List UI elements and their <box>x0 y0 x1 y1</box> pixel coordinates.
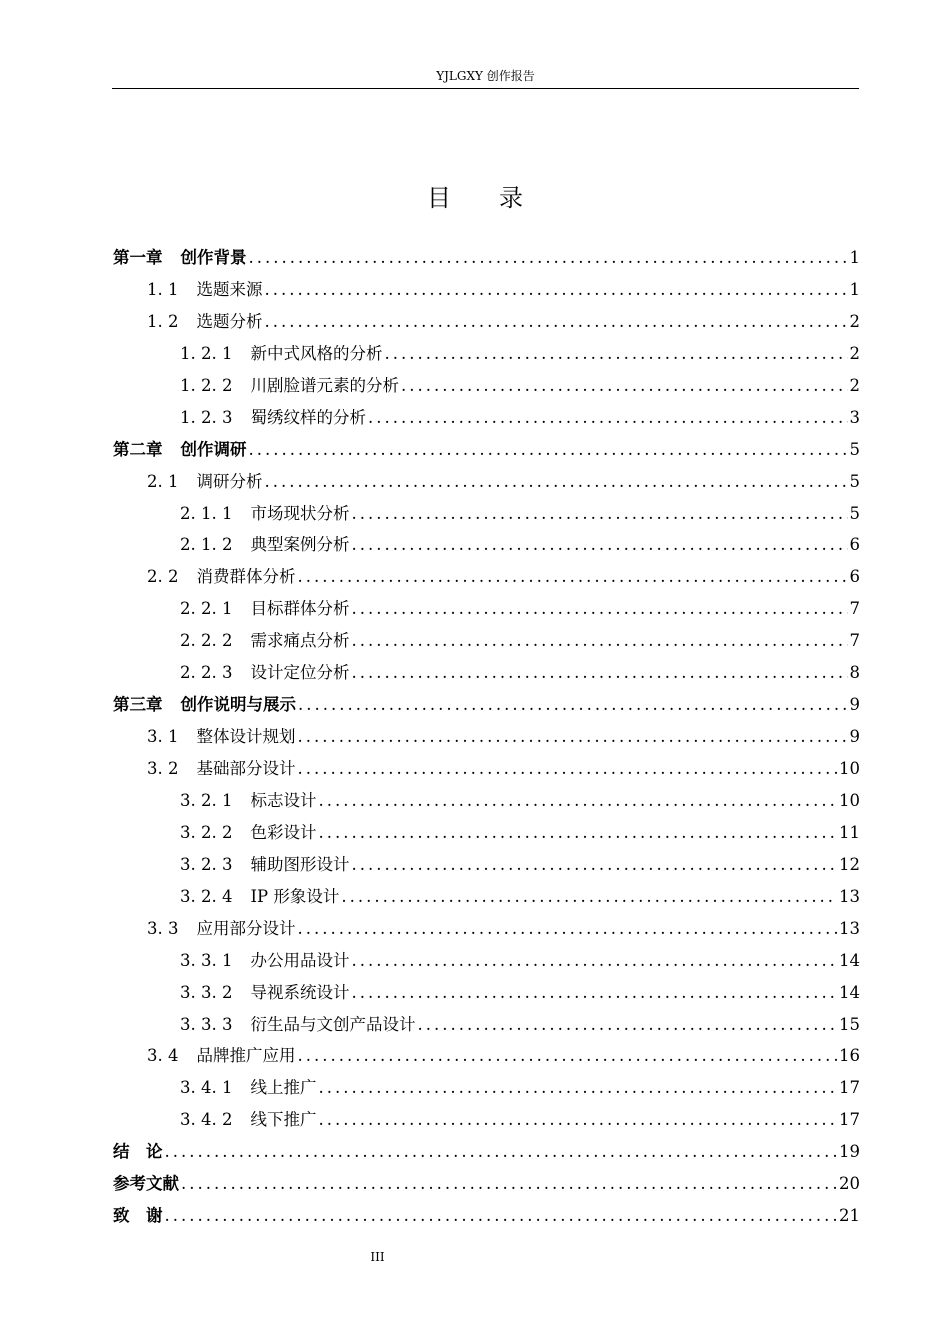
toc-entry-page: 9 <box>849 727 860 747</box>
toc-entry[interactable] <box>113 659 860 691</box>
toc-entry-text: 需求痛点分析 <box>250 631 350 651</box>
toc-entry[interactable] <box>113 819 860 851</box>
toc-entry-text: 消费群体分析 <box>196 567 296 587</box>
toc-entry-label <box>180 947 349 971</box>
toc-entry-page: 15 <box>839 1014 860 1034</box>
toc-entry-text: 选题分析 <box>196 311 263 331</box>
toc-entry[interactable] <box>113 1106 860 1138</box>
toc-entry-text: 品牌推广应用 <box>196 1046 296 1066</box>
toc-entry-label <box>113 1202 163 1226</box>
toc-entry[interactable] <box>113 979 860 1011</box>
toc-entry-label <box>180 1011 415 1035</box>
toc-title-part1: 目 <box>427 184 451 212</box>
toc-leader-dots <box>351 663 847 682</box>
toc-entry-page: 19 <box>839 1142 860 1162</box>
toc-entry-label <box>113 1138 163 1162</box>
toc-leader-dots <box>318 823 837 842</box>
toc-entry[interactable] <box>113 1011 860 1043</box>
toc-entry-label <box>180 404 366 428</box>
toc-leader-dots <box>351 599 847 618</box>
toc-entry-text: 典型案例分析 <box>250 535 350 555</box>
toc-entry[interactable] <box>113 947 860 979</box>
toc-entry-text: 线上推广 <box>250 1078 317 1098</box>
toc-leader-dots <box>298 567 848 586</box>
toc-entry-number: 3. 2 <box>147 759 179 778</box>
toc-title-part2: 录 <box>499 184 523 212</box>
toc-entry[interactable] <box>113 340 860 372</box>
toc-entry-number: 3. 2. 4 <box>180 886 233 906</box>
toc-entry-page: 9 <box>849 695 860 715</box>
toc-entry-number: 2. 2. 1 <box>180 599 233 619</box>
toc-entry-label <box>147 308 263 332</box>
toc-entry-number: 2. 2. 2 <box>180 631 233 651</box>
footer-page-number: III <box>370 1250 385 1264</box>
toc-leader-dots <box>165 1206 838 1225</box>
toc-entry-label <box>113 691 296 715</box>
toc-entry-number: 第一章 <box>113 248 163 267</box>
toc-entry-page: 5 <box>849 503 860 523</box>
toc-leader-dots <box>351 983 837 1002</box>
toc-entry-label <box>180 819 316 843</box>
toc-entry-page: 17 <box>839 1110 860 1130</box>
toc-leader-dots <box>351 855 837 874</box>
toc-entry-text: 基础部分设计 <box>196 759 296 778</box>
toc-entry[interactable] <box>113 404 860 436</box>
toc-entry[interactable] <box>113 915 860 947</box>
toc-entry-page: 20 <box>839 1174 860 1194</box>
toc-entry-label <box>180 1106 316 1130</box>
toc-leader-dots <box>401 376 848 395</box>
toc-entry-number: 第二章 <box>113 439 163 459</box>
toc-entry-text: 调研分析 <box>196 471 263 491</box>
toc-entry-page: 1 <box>849 248 860 267</box>
toc-leader-dots <box>249 248 848 267</box>
toc-entry-number: 3. 4. 2 <box>180 1110 233 1130</box>
toc-entry[interactable] <box>113 723 860 755</box>
toc-entry-number: 2. 2 <box>147 567 179 587</box>
toc-entry-number: 3. 3 <box>147 918 179 938</box>
toc-entry-text: 蜀绣纹样的分析 <box>250 407 366 427</box>
toc-entry-number: 2. 1 <box>147 471 179 491</box>
toc-entry-text: 目标群体分析 <box>250 599 350 619</box>
toc-entry-number: 2. 1. 1 <box>180 503 233 523</box>
toc-leader-dots <box>298 1046 838 1065</box>
toc-leader-dots <box>351 631 847 650</box>
toc-entry[interactable] <box>113 1170 860 1202</box>
toc-entry-label <box>147 276 263 300</box>
toc-entry-label <box>180 979 349 1003</box>
toc-entry-number: 第三章 <box>113 695 163 715</box>
toc-entry-number: 3. 3. 2 <box>180 982 233 1002</box>
page-footer <box>0 1250 755 1264</box>
toc-entry-label <box>180 851 349 875</box>
toc-entry-number: 3. 2. 1 <box>180 790 233 810</box>
toc-entry-text: 创作说明与展示 <box>180 695 296 715</box>
toc-entry-page: 6 <box>849 567 860 587</box>
toc-entry-label <box>180 787 316 811</box>
toc-entry-label <box>147 755 296 779</box>
toc-entry-page: 2 <box>849 343 860 363</box>
toc-entry[interactable] <box>113 244 860 276</box>
toc-entry-page: 6 <box>849 535 860 555</box>
toc-entry-page: 1 <box>849 279 860 299</box>
toc-leader-dots <box>341 887 837 906</box>
toc-entry-page: 2 <box>849 375 860 395</box>
toc-entry-text: IP 形象设计 <box>250 886 340 906</box>
toc-entry[interactable] <box>113 1042 860 1074</box>
toc-entry-text: 致 谢 <box>113 1206 163 1226</box>
toc-leader-dots <box>384 344 847 363</box>
toc-entry-page: 14 <box>839 950 860 970</box>
toc-entry-label <box>180 883 339 907</box>
toc-entry[interactable] <box>113 468 860 500</box>
toc-leader-dots <box>265 280 848 299</box>
toc-entry-text: 创作调研 <box>180 439 247 459</box>
toc-entry-label <box>147 1042 296 1066</box>
toc-entry-page: 10 <box>839 790 860 810</box>
toc-entry-label <box>180 340 382 364</box>
toc-entry-page: 10 <box>839 759 860 778</box>
toc-entry-page: 5 <box>849 439 860 459</box>
toc-entry-number: 2. 1. 2 <box>180 535 233 555</box>
toc-entry-label <box>180 595 349 619</box>
toc-entry[interactable] <box>113 436 860 468</box>
toc-entry[interactable] <box>113 1138 860 1170</box>
toc-entry-label <box>147 915 296 939</box>
toc-entry[interactable] <box>113 787 860 819</box>
toc-entry-number: 3. 4. 1 <box>180 1078 233 1098</box>
toc-leader-dots <box>318 1078 837 1097</box>
toc-entry-text: 应用部分设计 <box>196 918 296 938</box>
toc-leader-dots <box>351 535 847 554</box>
toc-entry-page: 12 <box>839 854 860 874</box>
toc-entry[interactable] <box>113 308 860 340</box>
toc-entry-text: 色彩设计 <box>250 822 317 842</box>
toc-entry-number: 3. 1 <box>147 727 179 747</box>
toc-entry-text: 办公用品设计 <box>250 950 350 970</box>
toc-entry-number: 2. 2. 3 <box>180 663 233 683</box>
toc-entry-text: 创作背景 <box>180 248 247 267</box>
toc-entry[interactable] <box>113 595 860 627</box>
toc-entry-text: 参考文献 <box>113 1174 179 1194</box>
toc-entry-page: 2 <box>849 311 860 331</box>
toc-entry[interactable] <box>113 691 860 723</box>
toc-entry-page: 16 <box>839 1046 860 1066</box>
toc-entry-number: 3. 4 <box>147 1046 179 1066</box>
toc-entry-text: 选题来源 <box>196 279 263 299</box>
toc-entry-page: 5 <box>849 471 860 491</box>
toc-entry[interactable] <box>113 276 860 308</box>
toc-leader-dots <box>368 408 848 427</box>
toc-entry-label <box>180 659 349 683</box>
toc-entry-number: 3. 3. 3 <box>180 1014 233 1034</box>
toc-entry-label <box>180 1074 316 1098</box>
toc-entry[interactable] <box>113 500 860 532</box>
page-header <box>112 66 859 89</box>
toc-entry[interactable] <box>113 531 860 563</box>
toc-entry-text: 设计定位分析 <box>250 663 350 683</box>
toc-entry-text: 川剧脸谱元素的分析 <box>250 375 399 395</box>
table-of-contents <box>113 244 860 1234</box>
toc-leader-dots <box>249 440 848 459</box>
toc-entry-label <box>180 500 349 524</box>
toc-leader-dots <box>351 951 837 970</box>
toc-entry-page: 21 <box>839 1206 860 1226</box>
toc-entry[interactable] <box>113 883 860 915</box>
toc-entry-label <box>147 563 296 587</box>
toc-leader-dots <box>318 791 837 810</box>
toc-entry-label <box>113 244 247 268</box>
toc-entry-number: 1. 2. 1 <box>180 343 233 363</box>
toc-entry-label <box>113 436 247 460</box>
toc-entry-label <box>180 627 349 651</box>
toc-entry[interactable] <box>113 1074 860 1106</box>
toc-entry-text: 整体设计规划 <box>196 727 296 747</box>
toc-entry-page: 14 <box>839 982 860 1002</box>
toc-entry-number: 1. 2 <box>147 311 179 331</box>
toc-entry-page: 17 <box>839 1078 860 1098</box>
toc-entry-number: 1. 2. 2 <box>180 375 233 395</box>
toc-leader-dots <box>298 919 838 938</box>
toc-leader-dots <box>165 1142 838 1161</box>
toc-entry[interactable] <box>113 755 860 787</box>
toc-entry-number: 3. 3. 1 <box>180 950 233 970</box>
toc-entry[interactable] <box>113 627 860 659</box>
toc-entry-text: 线下推广 <box>250 1110 317 1130</box>
toc-entry-text: 衍生品与文创产品设计 <box>250 1014 416 1034</box>
toc-entry[interactable] <box>113 372 860 404</box>
toc-entry-text: 新中式风格的分析 <box>250 343 383 363</box>
toc-entry-page: 11 <box>839 822 860 842</box>
toc-leader-dots <box>298 695 848 714</box>
toc-entry-number: 1. 1 <box>147 279 179 299</box>
toc-entry-text: 辅助图形设计 <box>250 854 350 874</box>
toc-entry-label <box>113 1170 179 1194</box>
toc-entry-page: 3 <box>849 407 860 427</box>
toc-entry-number: 3. 2. 2 <box>180 822 233 842</box>
toc-entry-label <box>180 531 349 555</box>
toc-leader-dots <box>265 472 848 491</box>
header-text: YJLGXY 创作报告 <box>436 69 535 83</box>
toc-entry-text: 市场现状分析 <box>250 503 350 523</box>
toc-entry-page: 7 <box>849 599 860 619</box>
toc-leader-dots <box>298 727 848 746</box>
toc-entry-page: 13 <box>839 886 860 906</box>
toc-entry-label <box>147 468 263 492</box>
toc-leader-dots <box>265 312 848 331</box>
toc-title <box>0 178 950 213</box>
toc-entry[interactable] <box>113 1202 860 1234</box>
toc-entry-label <box>180 372 399 396</box>
toc-entry-page: 13 <box>839 918 860 938</box>
toc-entry-number: 1. 2. 3 <box>180 407 233 427</box>
toc-entry-text: 结 论 <box>113 1142 163 1162</box>
toc-entry-page: 8 <box>849 663 860 683</box>
toc-leader-dots <box>181 1174 837 1193</box>
toc-leader-dots <box>298 759 838 778</box>
toc-entry-page: 7 <box>849 631 860 651</box>
toc-entry-text: 导视系统设计 <box>250 982 350 1002</box>
toc-entry-number: 3. 2. 3 <box>180 854 233 874</box>
toc-leader-dots <box>318 1110 837 1129</box>
toc-entry[interactable] <box>113 851 860 883</box>
toc-leader-dots <box>417 1015 837 1034</box>
toc-leader-dots <box>351 504 847 523</box>
toc-entry-text: 标志设计 <box>250 790 317 810</box>
toc-entry[interactable] <box>113 563 860 595</box>
toc-entry-label <box>147 723 296 747</box>
